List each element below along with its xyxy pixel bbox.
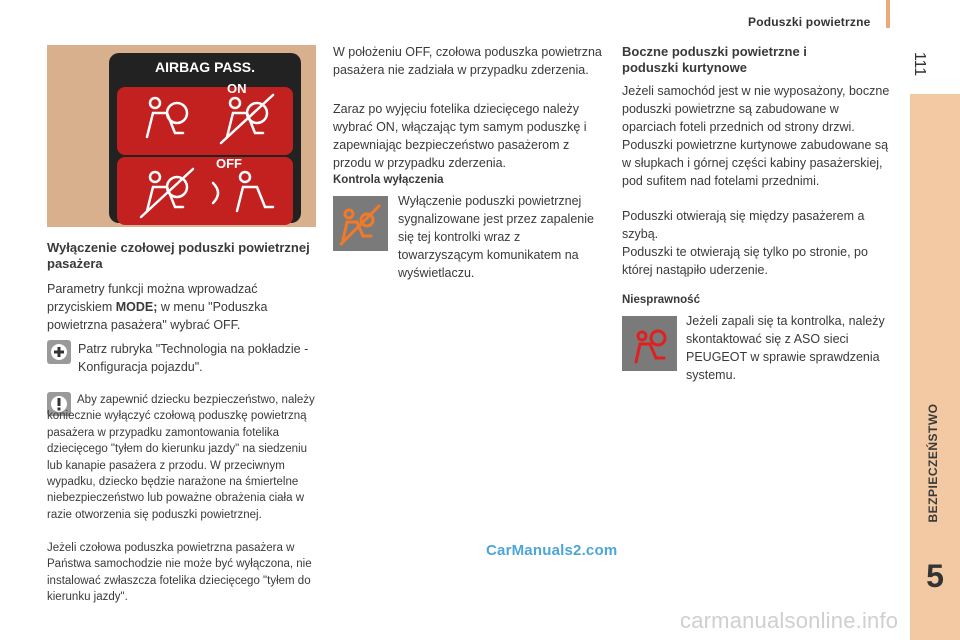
- curtain-airbags-location-text: Poduszki powietrzne kurtynowe zabudowane są w słupkach i górnej części kabiny pasażerskiej, pod sufitem nad fotelami przednimi.: [622, 138, 889, 188]
- on-reactivation-text: Zaraz po wyjęciu fotelika dziecięcego należy wybrać ON, włączając tym samym poduszkę i zapewniając bezpieczeństwo pasażerom z przodu w przypadku zderzenia.: [333, 102, 587, 170]
- panel-off-label: OFF: [216, 156, 242, 171]
- subheading-fault: Niesprawność: [622, 294, 700, 306]
- airbag-on-indicator: [117, 87, 293, 155]
- airbag-deployment-text: Poduszki otwierają się między pasażerem a szybą.: [622, 209, 865, 241]
- airbag-panel: [109, 53, 301, 223]
- mode-instruction: [47, 280, 319, 334]
- section-heading-frontal-deactivation: Wyłączenie czołowej poduszki powietrznej pasażera: [47, 240, 310, 271]
- panel-on-label: ON: [227, 81, 247, 96]
- plus-icon: [47, 340, 71, 364]
- off-position-text: W położeniu OFF, czołowa poduszka powietrzna pasażera nie zadziała w przypadku zderzenia.: [333, 45, 602, 77]
- airbag-fault-warning-light-icon: [622, 316, 677, 371]
- impact-side-text: Poduszki te otwierają się tylko po stronie, po której nastąpiło uderzenie.: [622, 245, 868, 277]
- mode-instruction-text-b: w menu "Poduszka powietrzna pasażera" wybrać OFF.: [47, 300, 268, 332]
- section-heading-side-airbags: Boczne poduszki powietrzne i poduszki kurtynowe: [622, 44, 807, 75]
- mode-instruction-text-a: Parametry funkcji można wprowadzać przyciskiem: [47, 282, 258, 314]
- airbag-off-warning-light-icon: [333, 196, 388, 251]
- chapter-label-wrap: [910, 390, 960, 550]
- airbag-off-indicator: [117, 157, 293, 225]
- watermark-carmanuals2: CarManuals2.com: [486, 542, 618, 559]
- panel-title: AIRBAG PASS.: [154, 59, 256, 75]
- side-airbags-location-text: Jeżeli samochód jest w nie wyposażony, boczne poduszki powietrzne są zabudowane w oparciach foteli przednich od strony drzwi.: [622, 84, 890, 134]
- fault-text: Jeżeli zapali się ta kontrolka, należy skontaktować się z ASO sieci PEUGEOT w sprawie sprawdzenia systemu.: [686, 314, 885, 382]
- child-seat-warning: Aby zapewnić dziecku bezpieczeństwo, należy koniecznie wyłączyć czołową poduszkę powietrzną pasażera w przypadku zamontowania fotelika dziecięcego "tyłem do kierunku jazdy" na siedzeniu lub kanapie pasażera z przodu. W przeciwnym wypadku, dziecko będzie narażone na śmiertelne niebezpieczeństwo lub poważne obrażenia ciała w razie otworzenia się poduszki powietrznej.: [47, 394, 315, 521]
- header-accent-bar: [886, 0, 890, 28]
- mode-button-label: MODE;: [115, 300, 158, 314]
- watermark-carmanualsonline: carmanualsonline.info: [680, 608, 899, 633]
- airbag-panel-photo: [47, 45, 316, 227]
- chapter-label: BEZPIECZEŃSTWO: [926, 403, 940, 523]
- page-number: 111: [911, 51, 928, 77]
- see-also-note: Patrz rubryka "Technologia na pokładzie - Konfiguracja pojazdu".: [78, 342, 309, 374]
- deactivation-indicator-text: Wyłączenie poduszki powietrznej sygnalizowane jest przez zapalenie się tej kontrolki wraz z towarzyszącym komunikatem na wyświetlaczu.: [398, 194, 594, 280]
- running-header: Poduszki powietrzne: [748, 15, 871, 29]
- chapter-number: 5: [926, 558, 944, 594]
- subheading-deactivation-check: Kontrola wyłączenia: [333, 174, 444, 186]
- child-seat-warning-2: Jeżeli czołowa poduszka powietrzna pasażera w Państwa samochodzie nie może być wyłączona, nie instalować zwłaszcza fotelika dziecięcego "tyłem do kierunku jazdy".: [47, 542, 312, 604]
